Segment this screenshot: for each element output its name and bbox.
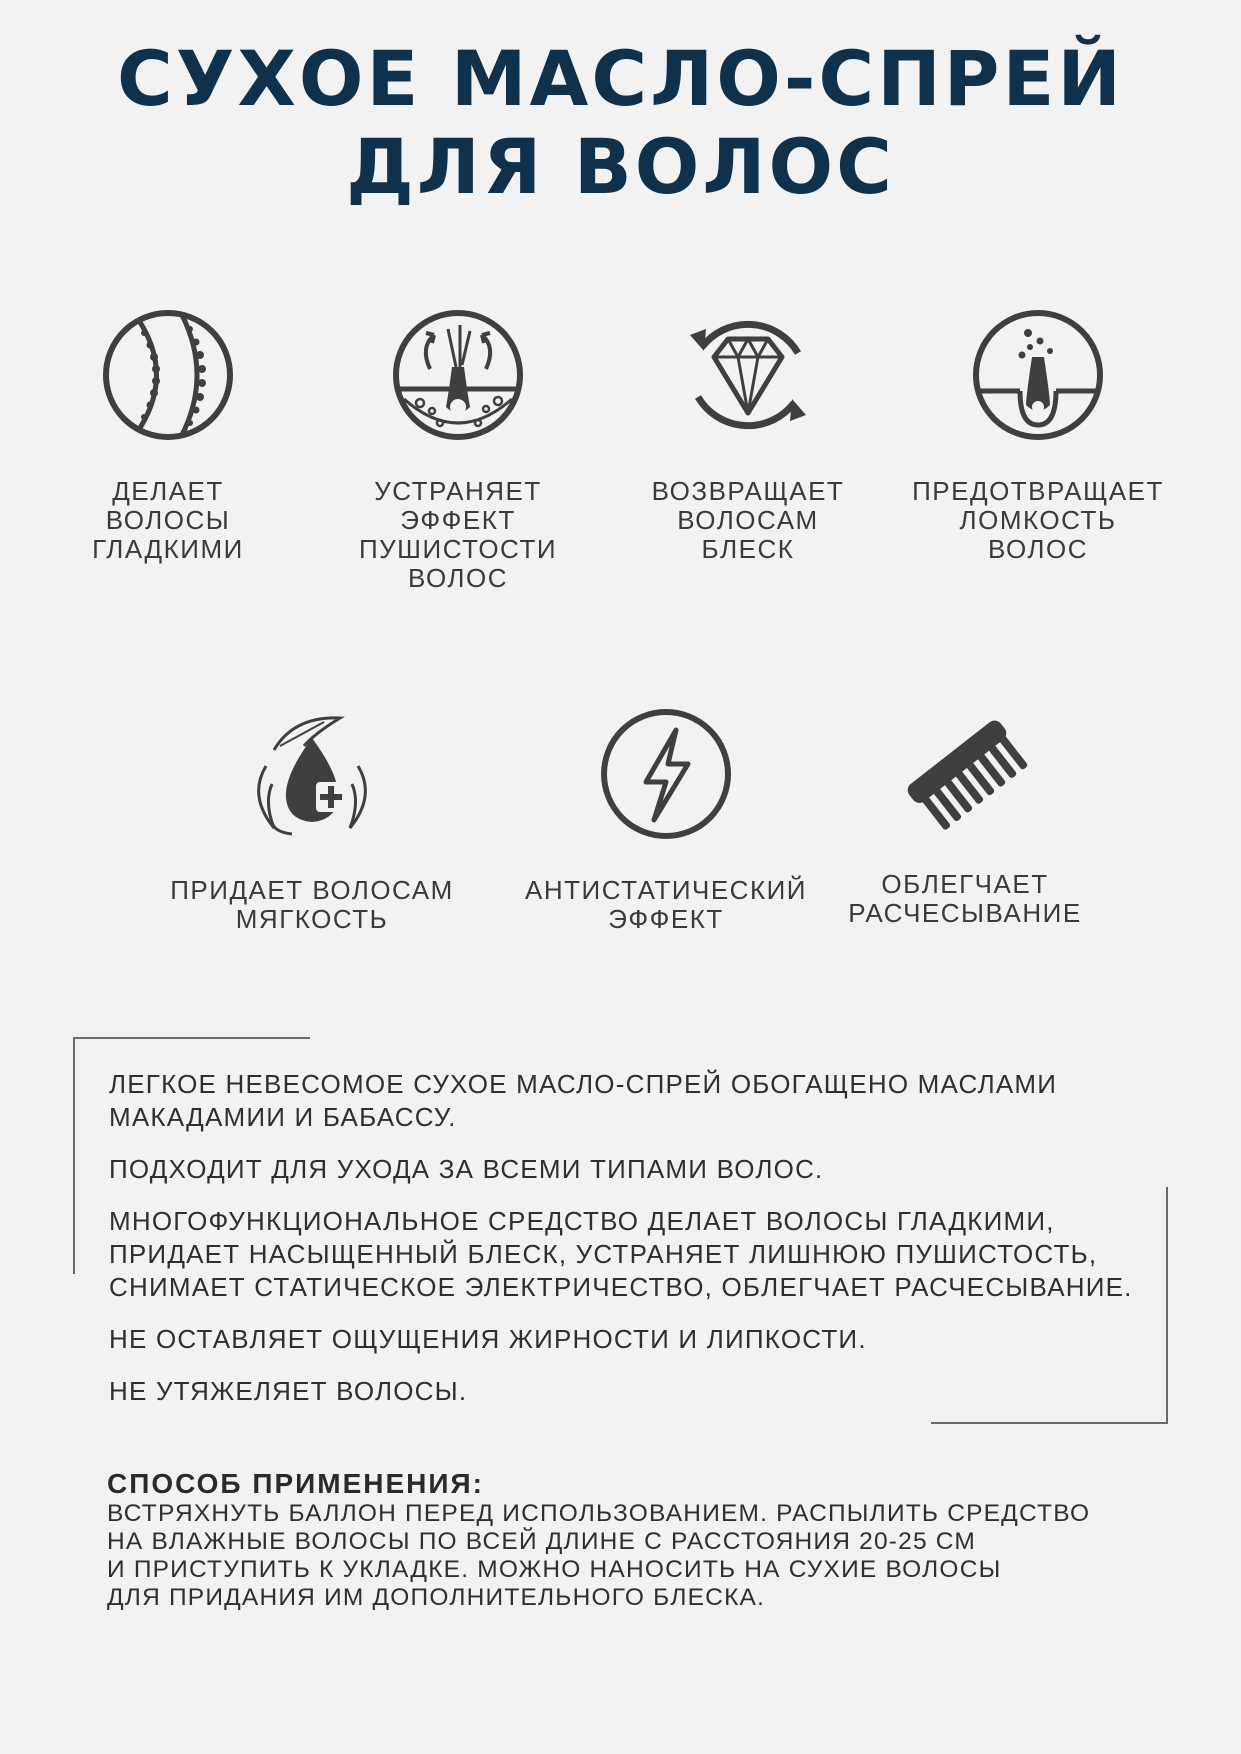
feature-label: ВОЗВРАЩАЕТ ВОЛОСАМ БЛЕСК [651,476,845,564]
hair-root-strength-icon [970,307,1106,443]
usage-line: И ПРИСТУПИТЬ К УКЛАДКЕ. МОЖНО НАНОСИТЬ НА СУХИЕ ВОЛОСЫ [107,1556,1002,1583]
frame-right-line [1166,1187,1168,1423]
smooth-hair-icon [100,307,236,443]
product-description [109,1068,1159,1427]
title-line-1: СУХОЕ МАСЛО-СПРЕЙ [116,34,1125,123]
usage-line: ДЛЯ ПРИДАНИЯ ИМ ДОПОЛНИТЕЛЬНОГО БЛЕСКА. [107,1584,766,1611]
description-paragraph: МНОГОФУНКЦИОНАЛЬНОЕ СРЕДСТВО ДЕЛАЕТ ВОЛОСЫ ГЛАДКИМИ, ПРИДАЕТ НАСЫЩЕННЫЙ БЛЕСК, УСТРАНЯЕТ ЛИШНЮЮ ПУШИСТОСТЬ, СНИМАЕТ СТАТИЧЕСКОЕ ЭЛЕКТРИЧЕСТВО, ОБЛЕГЧАЕТ РАСЧЕСЫВАНИЕ. [109,1206,1133,1302]
drop-feather-softness-icon [244,706,380,842]
description-paragraph: ЛЕГКОЕ НЕВЕСОМОЕ СУХОЕ МАСЛО-СПРЕЙ ОБОГАЩЕНО МАСЛАМИ МАКАДАМИИ И БАБАССУ. [109,1069,1058,1132]
feature-label: УСТРАНЯЕТ ЭФФЕКТ ПУШИСТОСТИ ВОЛОС [358,476,558,593]
title-line-2: ДЛЯ ВОЛОС [346,122,895,211]
feature-label: АНТИСТАТИЧЕСКИЙ ЭФФЕКТ [525,875,807,934]
diamond-shine-icon [680,307,816,443]
feature-shine [603,307,893,564]
usage-section [107,1468,1157,1612]
feature-label: ПРИДАЕТ ВОЛОСАМ МЯГКОСТЬ [170,875,454,934]
feature-anti-breakage [893,307,1183,564]
usage-line: ВСТРЯХНУТЬ БАЛЛОН ПЕРЕД ИСПОЛЬЗОВАНИЕМ. РАСПЫЛИТЬ СРЕДСТВО [107,1500,1091,1527]
feature-antistatic [508,706,824,934]
feature-easy-combing [820,704,1110,928]
frame-top-line [73,1037,310,1039]
description-paragraph: НЕ ОСТАВЛЯЕТ ОЩУЩЕНИЯ ЖИРНОСТИ И ЛИПКОСТИ. [109,1324,867,1354]
comb-icon [897,704,1033,840]
feature-anti-frizz [313,307,603,593]
feature-smooth-hair [23,307,313,564]
description-paragraph: НЕ УТЯЖЕЛЯЕТ ВОЛОСЫ. [109,1376,468,1406]
usage-heading: СПОСОБ ПРИМЕНЕНИЯ: [107,1468,484,1499]
feature-label: ДЕЛАЕТ ВОЛОСЫ ГЛАДКИМИ [92,476,244,564]
feature-label: ПРЕДОТВРАЩАЕТ ЛОМКОСТЬ ВОЛОС [912,476,1164,564]
hair-follicle-anti-frizz-icon [390,307,526,443]
feature-softness [167,706,457,934]
lightning-bolt-icon [598,706,734,842]
description-paragraph: ПОДХОДИТ ДЛЯ УХОДА ЗА ВСЕМИ ТИПАМИ ВОЛОС. [109,1154,824,1184]
page-title [0,35,1241,211]
frame-left-line [73,1037,75,1274]
feature-label: ОБЛЕГЧАЕТ РАСЧЕСЫВАНИЕ [848,869,1082,928]
usage-line: НА ВЛАЖНЫЕ ВОЛОСЫ ПО ВСЕЙ ДЛИНЕ С РАССТОЯНИЯ 20-25 СМ [107,1528,977,1555]
